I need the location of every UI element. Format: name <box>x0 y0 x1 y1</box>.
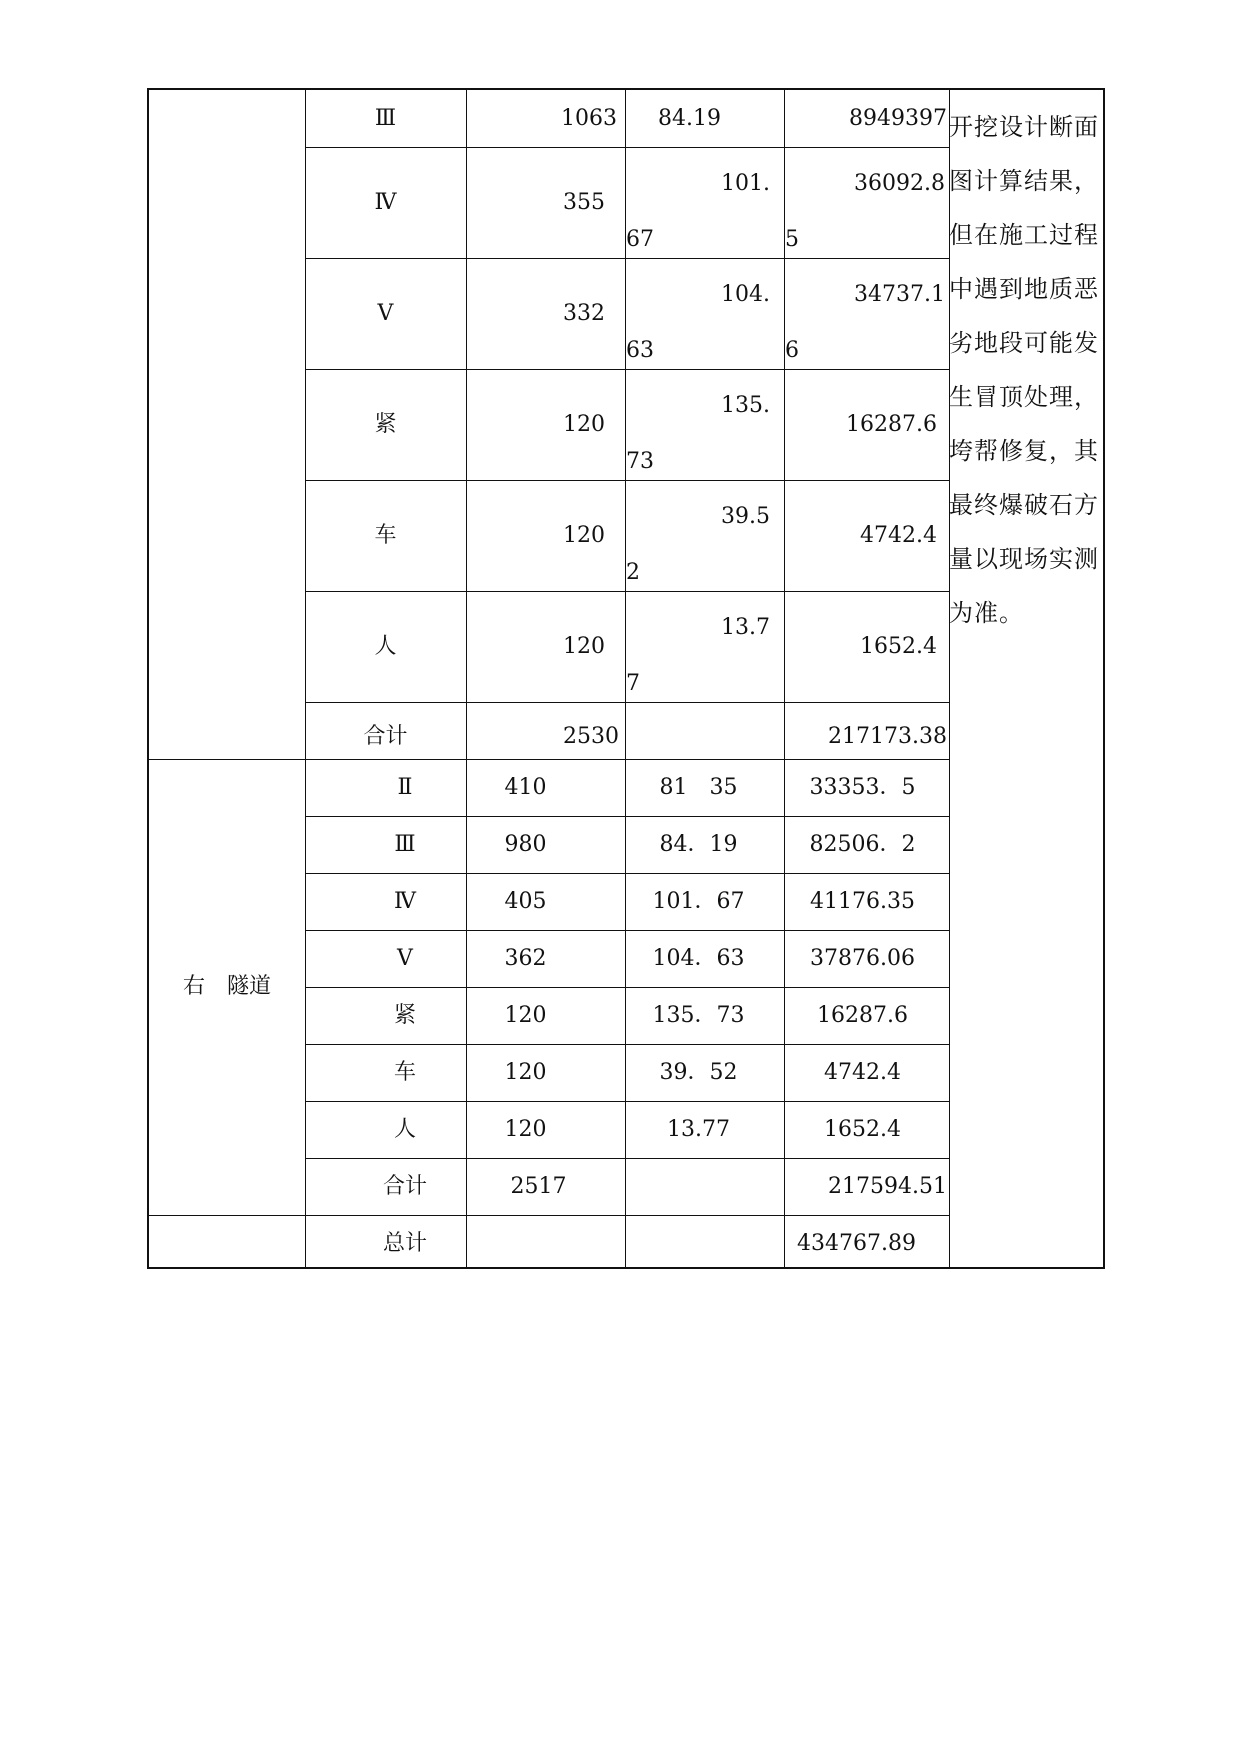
row-divider <box>305 930 949 931</box>
area-cell: 84.19 <box>658 106 721 131</box>
row-divider <box>305 873 949 874</box>
volume-cell: 82506．2 <box>809 832 916 857</box>
area-cell: 13.77 <box>667 1117 730 1142</box>
grade-cell: 人 <box>374 633 397 659</box>
remark-line: 生冒顶处理， <box>949 383 1099 411</box>
right-total-length: 2517 <box>510 1174 567 1199</box>
volume-cell: 33353．5 <box>809 775 916 800</box>
area-cell-part: 104. <box>721 282 770 307</box>
remark-line: 图计算结果， <box>949 167 1099 195</box>
volume-cell-part: 36092.8 <box>854 171 945 196</box>
area-cell-part: 39.5 <box>721 504 770 529</box>
volume-cell-part: 6 <box>785 338 799 363</box>
volume-cell: 16287.6 <box>846 411 937 437</box>
row-divider <box>305 147 949 148</box>
grade-cell: Ⅲ <box>374 106 397 131</box>
area-cell: 39．52 <box>659 1060 738 1085</box>
length-cell: 1063 <box>561 106 617 131</box>
left-total-label: 合计 <box>363 724 408 749</box>
row-divider <box>305 816 949 817</box>
grade-cell: Ⅳ <box>374 189 397 215</box>
volume-cell-part: 5 <box>785 227 799 252</box>
left-total-length: 2530 <box>563 724 619 749</box>
row-divider <box>149 1215 949 1216</box>
remark-cell <box>949 90 1105 640</box>
length-cell: 362 <box>504 946 547 971</box>
grade-cell: Ⅴ <box>377 300 394 326</box>
volume-cell: 37876.06 <box>810 946 915 971</box>
length-cell: 120 <box>563 522 605 548</box>
remark-line: 中遇到地质恶 <box>949 275 1099 303</box>
volume-cell: 1652.4 <box>860 633 937 659</box>
volume-cell: 4742.4 <box>824 1060 901 1085</box>
length-cell: 410 <box>504 775 547 800</box>
remark-line: 劣地段可能发 <box>949 329 1099 357</box>
grade-cell: Ⅲ <box>394 832 416 857</box>
remark-line: 开挖设计断面 <box>949 113 1099 141</box>
grade-cell: 紧 <box>374 411 397 437</box>
row-divider <box>305 1044 949 1045</box>
volume-cell-part: 34737.1 <box>854 282 945 307</box>
area-cell: 84．19 <box>659 832 738 857</box>
row-divider <box>149 759 949 760</box>
volume-cell: 41176.35 <box>810 889 915 914</box>
row-divider <box>305 369 949 370</box>
area-cell-part: 13.7 <box>721 615 770 640</box>
row-divider <box>305 1158 949 1159</box>
grade-cell: 车 <box>374 522 397 548</box>
area-cell-part: 67 <box>626 227 654 252</box>
length-cell: 120 <box>563 411 605 437</box>
remark-line: 最终爆破石方 <box>949 491 1099 519</box>
row-divider <box>305 702 949 703</box>
remark-line: 量以现场实测 <box>949 545 1099 573</box>
grade-cell: 紧 <box>393 1003 416 1028</box>
area-cell: 135．73 <box>652 1003 745 1028</box>
area-cell-part: 73 <box>626 449 654 474</box>
row-divider <box>305 1101 949 1102</box>
volume-cell: 4742.4 <box>860 522 937 548</box>
length-cell: 405 <box>504 889 547 914</box>
area-cell: 104．63 <box>652 946 745 971</box>
row-divider <box>305 480 949 481</box>
right-total-label: 合计 <box>382 1174 427 1199</box>
volume-cell: 16287.6 <box>817 1003 908 1028</box>
area-cell-part: 101. <box>721 171 770 196</box>
area-cell-part: 63 <box>626 338 654 363</box>
length-cell: 355 <box>563 189 605 215</box>
length-cell: 120 <box>563 633 605 659</box>
length-cell: 980 <box>504 832 547 857</box>
length-cell: 332 <box>563 300 605 326</box>
blasting-volume-table <box>147 88 1105 1269</box>
col-divider <box>784 90 785 1267</box>
length-cell: 120 <box>504 1060 547 1085</box>
grade-cell: Ⅳ <box>394 889 416 914</box>
col-divider <box>466 90 467 1267</box>
right-total-volume: 217594.51 <box>828 1174 947 1199</box>
grade-cell: 人 <box>393 1117 416 1142</box>
length-cell: 120 <box>504 1003 547 1028</box>
grade-cell: Ⅴ <box>397 946 413 971</box>
area-cell-part: 2 <box>626 560 640 585</box>
row-divider <box>305 258 949 259</box>
area-cell-part: 135. <box>721 393 770 418</box>
area-cell: 101．67 <box>652 889 745 914</box>
grand-total-volume: 434767.89 <box>797 1231 916 1256</box>
volume-cell: 8949397 <box>849 106 947 131</box>
right-tunnel-label: 右 隧道 <box>182 974 271 999</box>
length-cell: 120 <box>504 1117 547 1142</box>
row-divider <box>305 591 949 592</box>
remark-line: 垮帮修复，其 <box>949 437 1099 465</box>
row-divider <box>305 987 949 988</box>
area-cell-part: 7 <box>626 671 640 696</box>
area-cell: 81 35 <box>659 775 738 800</box>
left-total-volume: 217173.38 <box>828 724 947 749</box>
grand-total-label: 总计 <box>382 1231 427 1256</box>
grade-cell: 车 <box>393 1060 416 1085</box>
col-divider <box>305 90 306 1267</box>
remark-line: 但在施工过程 <box>949 221 1099 249</box>
volume-cell: 1652.4 <box>824 1117 901 1142</box>
grade-cell: Ⅱ <box>397 775 413 800</box>
remark-line: 为准。 <box>949 599 1024 627</box>
